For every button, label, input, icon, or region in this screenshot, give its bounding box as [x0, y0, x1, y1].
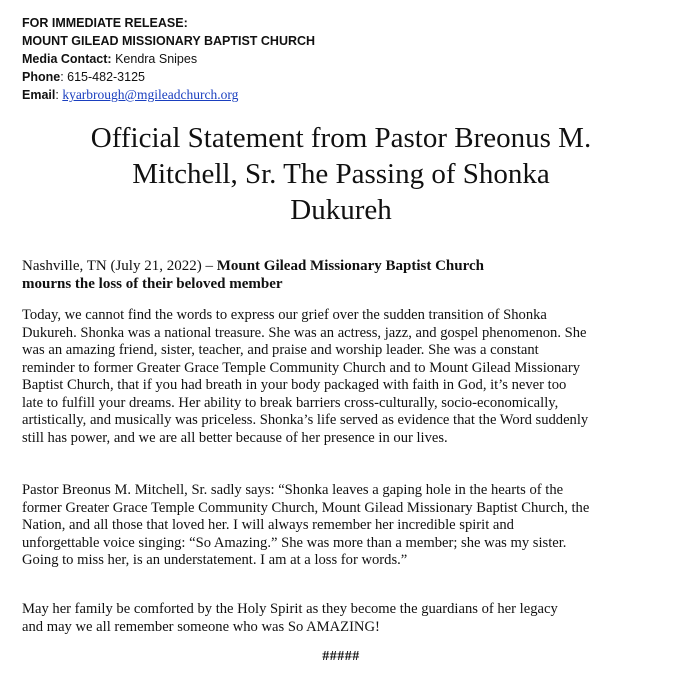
- paragraph-line: Going to miss her, is an understatement. I am at a loss for words.”: [22, 552, 408, 568]
- media-contact-value: Kendra Snipes: [115, 52, 198, 66]
- phone-line: [22, 68, 315, 86]
- title-line: Official Statement from Pastor Breonus M.: [90, 122, 592, 154]
- organization-line: MOUNT GILEAD MISSIONARY BAPTIST CHURCH: [22, 34, 316, 48]
- title-line: Dukureh: [290, 194, 392, 226]
- email-separator: :: [55, 88, 63, 102]
- paragraph-line: late to fulfill your dreams. Her ability to break barriers cross-culturally, socio-economically,: [22, 394, 559, 411]
- media-contact-line: [22, 50, 315, 68]
- paragraph-pastor-quote: [22, 482, 662, 570]
- paragraph-line: Dukureh. Shonka was a national treasure. She was an actress, jazz, and gospel phenomenon. She: [22, 324, 587, 341]
- paragraph-line: artistically, and musically was priceless. Shonka’s life served as evidence that the Word suddenly: [22, 412, 589, 428]
- release-line: FOR IMMEDIATE RELEASE:: [22, 16, 188, 30]
- paragraph-blessing: [22, 601, 662, 636]
- headline-line: mourns the loss of their beloved member: [22, 276, 283, 292]
- statement-title: [10, 120, 672, 228]
- email-label: Email: [22, 88, 56, 102]
- dateline: [22, 257, 662, 293]
- headline-line: Mount Gilead Missionary Baptist Church: [216, 258, 484, 274]
- closing-marks: #####: [322, 649, 360, 664]
- place-date: Nashville, TN (July 21, 2022) –: [22, 258, 217, 274]
- paragraph-line: still has power, and we are all better because of her presence in our lives.: [22, 429, 448, 446]
- paragraph-line: Nation, and all those that loved her. I will always remember her incredible spirit and: [22, 517, 514, 533]
- paragraph-line: Baptist Church, that if you had breath in your body packaged with faith in God, it’s never too: [22, 377, 567, 393]
- paragraph-line: May her family be comforted by the Holy Spirit as they become the guardians of her legacy: [22, 601, 558, 617]
- title-line: Mitchell, Sr. The Passing of Shonka: [132, 158, 550, 190]
- phone-label: Phone: [22, 70, 61, 84]
- media-contact-label: Media Contact:: [22, 52, 112, 66]
- paragraph-line: Pastor Breonus M. Mitchell, Sr. sadly says: “Shonka leaves a gaping hole in the hearts of the: [22, 482, 564, 498]
- paragraph-line: and may we all remember someone who was So AMAZING!: [22, 618, 380, 635]
- paragraph-line: reminder to former Greater Grace Temple Community Church and to Mount Gilead Missionary: [22, 359, 580, 376]
- email-link[interactable]: kyarbrough@mgileadchurch.org: [62, 87, 239, 102]
- paragraph-line: Today, we cannot find the words to express our grief over the sudden transition of Shonka: [22, 307, 547, 323]
- press-release-header: [22, 14, 315, 104]
- paragraph-line: former Greater Grace Temple Community Church, Mount Gilead Missionary Baptist Church, the: [22, 499, 590, 516]
- phone-value: : 615-482-3125: [60, 70, 145, 84]
- paragraph-tribute: [22, 307, 662, 447]
- paragraph-line: unforgettable voice singing: “So Amazing.” She was more than a member; she was my sister.: [22, 534, 567, 551]
- email-line: [22, 86, 315, 104]
- paragraph-line: was an amazing friend, sister, teacher, and praise and worship leader. She was a constant: [22, 342, 539, 358]
